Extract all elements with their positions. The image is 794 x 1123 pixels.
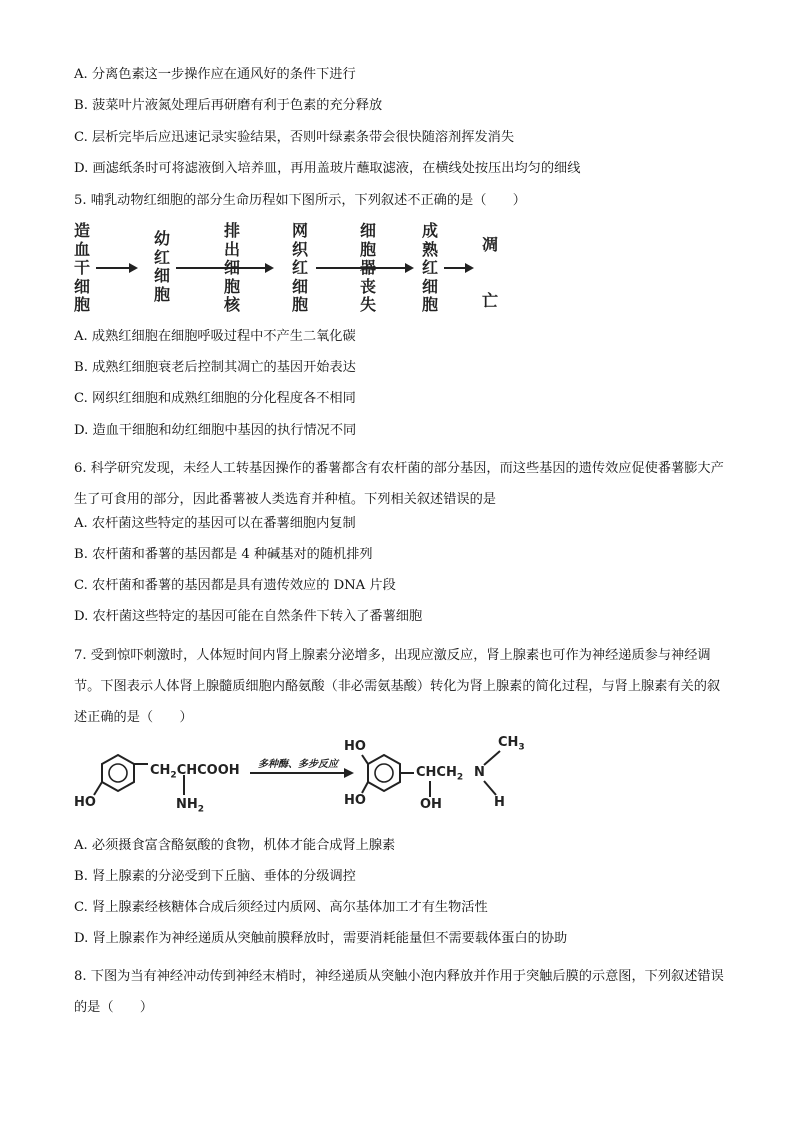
- tyrosine-ring: [102, 755, 134, 791]
- n-to-h-bond: [484, 781, 496, 795]
- q5-option-a: A. 成熟红细胞在细胞呼吸过程中不产生二氧化碳: [74, 329, 356, 344]
- adrenaline-synthesis-diagram: [72, 733, 532, 833]
- amine-hydrogen: H: [494, 795, 505, 810]
- structure-drawing: [72, 733, 532, 833]
- adrenaline-ring: [368, 755, 400, 791]
- tyrosine-amino-group: $NH_2$: [176, 797, 205, 815]
- tyrosine-side-chain: $CH_2CHCOOH$: [150, 763, 240, 781]
- stage-hsc: 造 血 干 细 胞: [73, 221, 90, 314]
- reaction-arrow-head: [344, 768, 354, 778]
- q4-option-d: D. 画滤纸条时可将滤液倒入培养皿，再用盖玻片蘸取滤液，在横线处按压出均匀的细线: [74, 161, 581, 176]
- q5-option-d: D. 造血干细胞和幼红细胞中基因的执行情况不同: [74, 423, 357, 438]
- q7-option-a: A. 必须摄食富含酪氨酸的食物，机体才能合成肾上腺素: [74, 838, 396, 853]
- stage-young-rbc: 幼 红 细 胞: [153, 229, 170, 304]
- tyrosine-oh-bond: [94, 782, 102, 795]
- q8-stem: 8. 下图为当有神经冲动传到神经末梢时，神经递质从突触小泡内释放并作用于突触后膜的示意图，下列叙述错误的是（ ）: [74, 969, 724, 1015]
- q7-option-b: B. 肾上腺素的分泌受到下丘脑、垂体的分级调控: [74, 869, 356, 884]
- q7-stem: 7. 受到惊吓刺激时，人体短时间内肾上腺素分泌增多，出现应激反应，肾上腺素也可作为神经递质参与神经调节。下图表示人体肾上腺髓质细胞内酪氨酸（非必需氨基酸）转化为肾上腺素的简化过程，与肾上腺素有关的叙述正确的是（ ）: [74, 648, 721, 725]
- q7-option-c: C. 肾上腺素经核糖体合成后须经过内质网、高尔基体加工才有生物活性: [74, 900, 488, 915]
- q6-stem: 6. 科学研究发现，未经人工转基因操作的番薯都含有农杆菌的部分基因，而这些基因的遗传效应促使番薯膨大产生了可食用的部分，因此番薯被人类选育并种植。下列相关叙述错误的是: [74, 461, 724, 507]
- q4-option-c: C. 层析完毕后应迅速记录实验结果，否则叶绿素条带会很快随溶剂挥发消失: [74, 130, 515, 145]
- arrow-1: [96, 267, 136, 269]
- adrenaline-bottom-oh-bond: [362, 782, 368, 793]
- q4-option-a: A. 分离色素这一步操作应在通风好的条件下进行: [74, 67, 356, 82]
- q5-option-c: C. 网织红细胞和成熟红细胞的分化程度各不相同: [74, 391, 356, 406]
- adrenaline-hydroxyl-bottom: HO: [344, 793, 366, 808]
- label-organelle-loss: 细 胞 器 丧 失: [359, 221, 376, 314]
- adrenaline-side-hydroxyl: OH: [420, 797, 442, 812]
- tyrosine-hydroxyl: HO: [74, 795, 96, 810]
- amine-nitrogen: N: [474, 765, 485, 780]
- rbc-life-history-diagram: [72, 222, 512, 318]
- arrow-4: [444, 267, 472, 269]
- q6-option-a: A. 农杆菌这些特定的基因可以在番薯细胞内复制: [74, 516, 356, 531]
- n-to-ch3-bond: [484, 751, 500, 765]
- q6-option-d: D. 农杆菌这些特定的基因可能在自然条件下转入了番薯细胞: [74, 609, 423, 624]
- stage-reticulocyte: 网 织 红 细 胞: [291, 221, 308, 314]
- adrenaline-side-chain: $CHCH_2$: [416, 765, 464, 783]
- q5-option-b: B. 成熟红细胞衰老后控制其凋亡的基因开始表达: [74, 360, 356, 375]
- q6-option-b: B. 农杆菌和番薯的基因都是 4 种碱基对的随机排列: [74, 547, 373, 562]
- stage-apoptosis: 凋 亡: [481, 235, 498, 310]
- label-expel-nucleus: 排 出 细 胞 核: [223, 221, 240, 314]
- q6-option-c: C. 农杆菌和番薯的基因都是具有遗传效应的 DNA 片段: [74, 578, 396, 593]
- adrenaline-top-oh-bond: [362, 755, 368, 764]
- q4-option-b: B. 菠菜叶片液氮处理后再研磨有利于色素的充分释放: [74, 98, 383, 113]
- tyrosine-aromatic-circle: [109, 764, 127, 782]
- q5-stem: 5. 哺乳动物红细胞的部分生命历程如下图所示，下列叙述不正确的是（ ）: [74, 193, 526, 208]
- methyl-group: $CH_3$: [498, 735, 525, 753]
- adrenaline-hydroxyl-top: HO: [344, 739, 366, 754]
- reaction-condition-label: 多种酶、多步反应: [258, 759, 338, 770]
- adrenaline-aromatic-circle: [375, 764, 393, 782]
- stage-mature-rbc: 成 熟 红 细 胞: [421, 221, 438, 314]
- q7-option-d: D. 肾上腺素作为神经递质从突触前膜释放时，需要消耗能量但不需要载体蛋白的协助: [74, 931, 568, 946]
